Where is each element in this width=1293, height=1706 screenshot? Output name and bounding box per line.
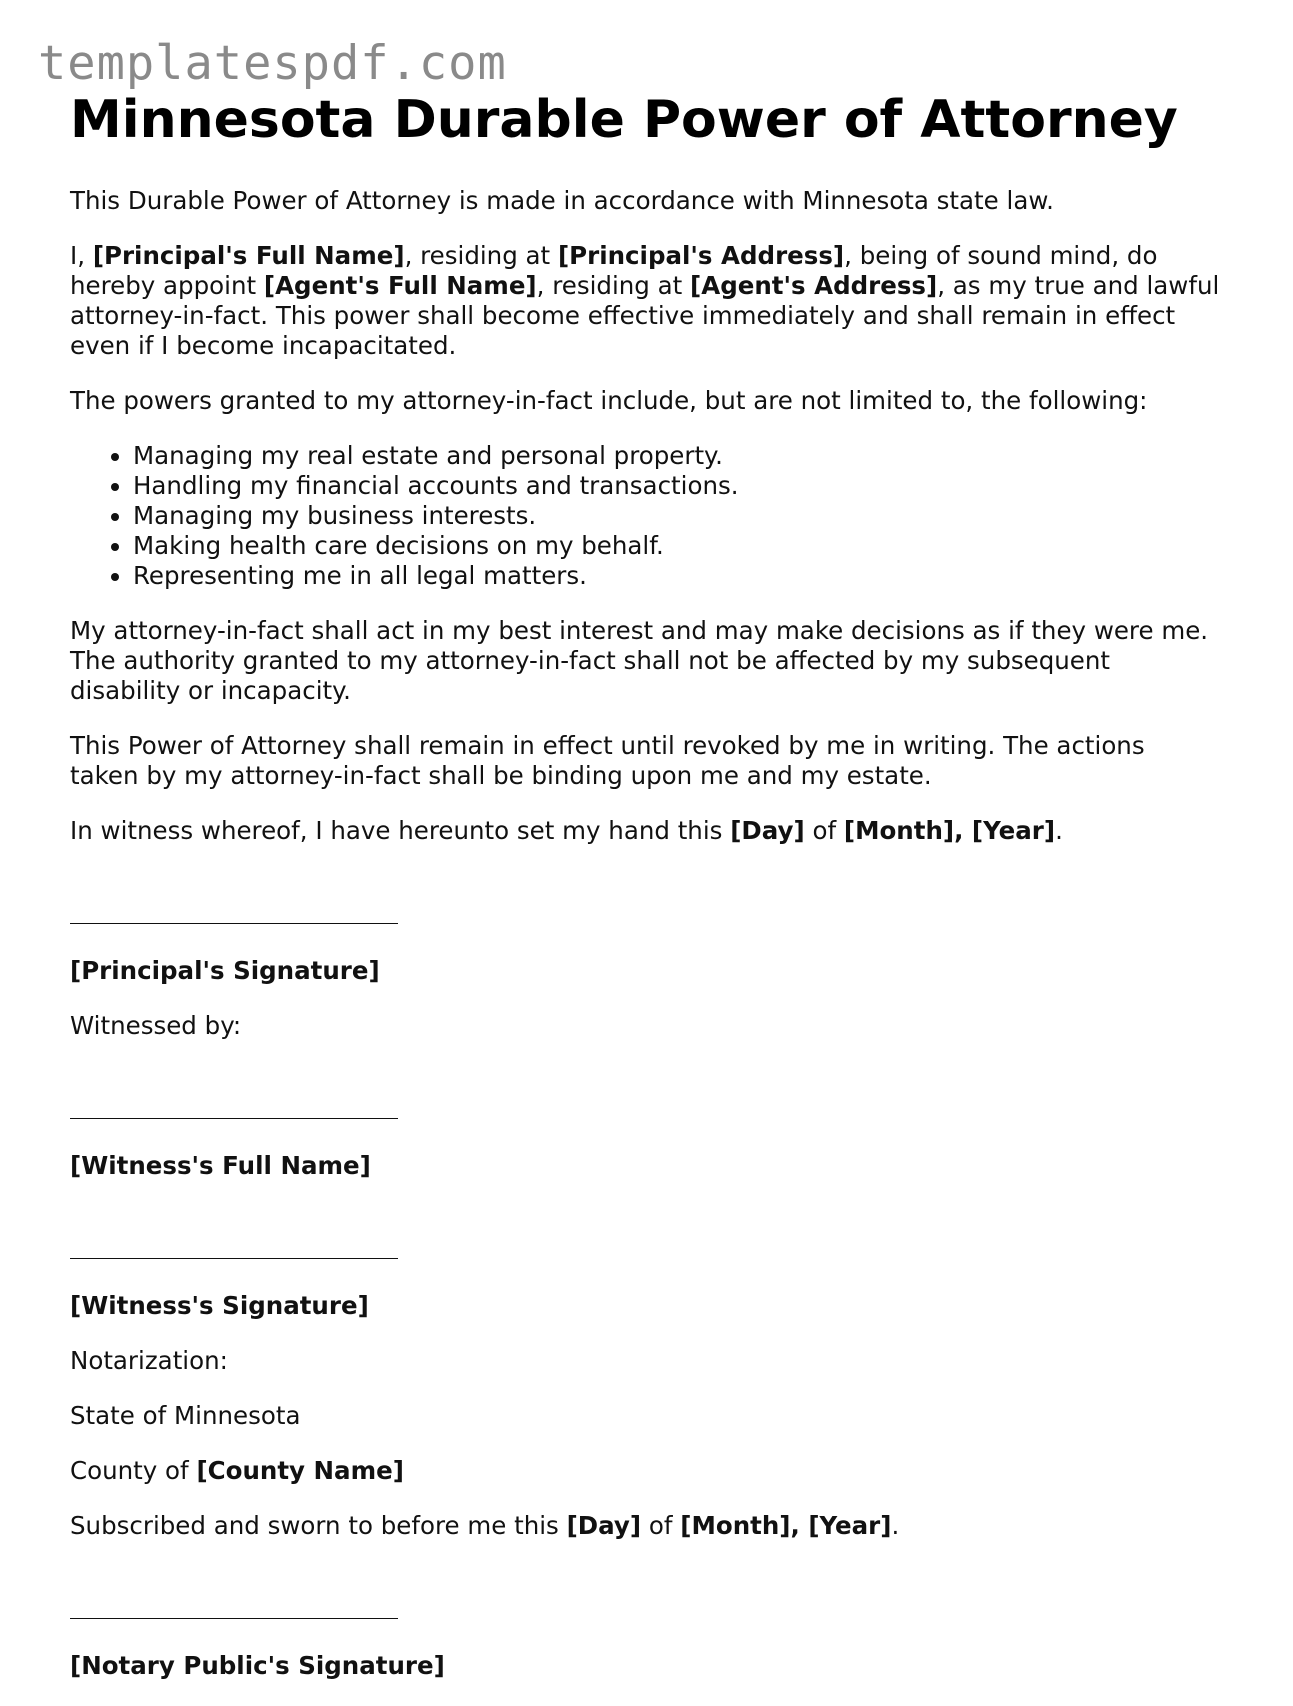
- witness-clause: In witness whereof, I have hereunto set my hand this [Day] of [Month], [Year].: [70, 816, 1063, 845]
- list-item: • Handling my financial accounts and transactions.: [133, 471, 1220, 501]
- principal-signature-line[interactable]: [70, 871, 1220, 931]
- county-line: County of [County Name]: [70, 1456, 404, 1485]
- list-item: • Making health care decisions on my behalf.: [133, 531, 1220, 561]
- agent-name-field: [Agent's Full Name]: [263, 271, 537, 300]
- witnessed-by-label: Witnessed by:: [70, 1011, 242, 1040]
- principal-signature-label: [Principal's Signature]: [70, 956, 380, 985]
- best-interest-paragraph: My attorney-in-fact shall act in my best interest and may make decisions as if they were me. The authority granted to my attorney-in-fact shall not be affected by my subsequent disability or incapacity.: [70, 616, 1209, 705]
- powers-intro: The powers granted to my attorney-in-fact include, but are not limited to, the following:: [70, 386, 1148, 415]
- notary-day-field: [Day]: [566, 1511, 642, 1540]
- notarization-heading: Notarization:: [70, 1346, 228, 1375]
- witness-name-label: [Witness's Full Name]: [70, 1151, 371, 1180]
- intro-paragraph: This Durable Power of Attorney is made in accordance with Minnesota state law.: [70, 186, 1054, 215]
- sworn-clause: Subscribed and sworn to before me this [Day] of [Month], [Year].: [70, 1511, 900, 1540]
- document-body: [70, 88, 1220, 1706]
- notary-signature-label: [Notary Public's Signature]: [70, 1651, 445, 1680]
- witness-signature-label: [Witness's Signature]: [70, 1291, 369, 1320]
- witness-name-line[interactable]: [70, 1066, 1220, 1126]
- principal-name-field: [Principal's Full Name]: [92, 241, 405, 270]
- list-item: • Representing me in all legal matters.: [133, 561, 1220, 591]
- list-item: • Managing my real estate and personal property.: [133, 441, 1220, 471]
- document-title: Minnesota Durable Power of Attorney: [70, 90, 1178, 150]
- revocation-paragraph: This Power of Attorney shall remain in effect until revoked by me in writing. The actions taken by my attorney-in-fact shall be binding upon me and my estate.: [70, 731, 1145, 790]
- month-year-field: [Month], [Year]: [843, 816, 1056, 845]
- principal-address-field: [Principal's Address]: [557, 241, 845, 270]
- state-line: State of Minnesota: [70, 1401, 301, 1430]
- appointment-paragraph: I, [Principal's Full Name], residing at [Principal's Address], being of sound mind, do hereby appoint [Agent's Full Name], residing at [Agent's Address], as my true and lawful attorney-in-fact. This power shall become effective immediately and shall remain in effect even if I become incapacitated.: [70, 241, 1220, 360]
- notary-month-year-field: [Month], [Year]: [680, 1511, 892, 1540]
- notary-signature-line[interactable]: [70, 1566, 1220, 1626]
- day-field: [Day]: [730, 816, 805, 845]
- witness-signature-line[interactable]: [70, 1206, 1220, 1266]
- county-name-field: [County Name]: [196, 1456, 404, 1485]
- list-item: • Managing my business interests.: [133, 501, 1220, 531]
- agent-address-field: [Agent's Address]: [690, 271, 938, 300]
- powers-list: [70, 441, 1220, 591]
- watermark-logo: templatespdf.com: [38, 36, 507, 91]
